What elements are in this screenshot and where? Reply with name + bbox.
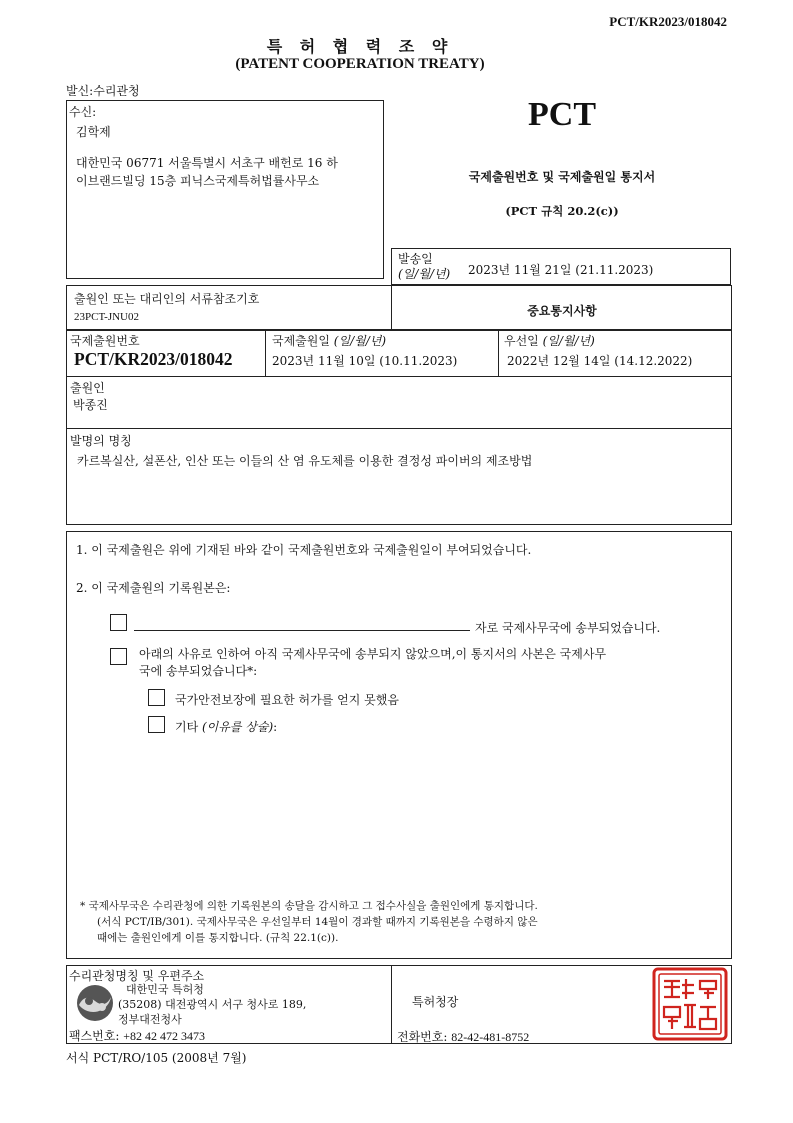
recipient-address-1: 대한민국 06771 서울특별시 서초구 배헌로 16 하 (76, 156, 338, 170)
recipient-name: 김학제 (76, 125, 111, 139)
footnote-line-1: * 국제사무국은 수리관청에 의한 기록원본의 송달을 감시하고 그 접수사실을 출원인에게 통지합니다. (80, 900, 538, 912)
kipo-emblem-icon (75, 983, 115, 1023)
office-label: 수리관청명칭 및 우편주소 (69, 969, 205, 983)
invention-label: 발명의 명칭 (70, 434, 132, 448)
applicant-row (66, 376, 732, 429)
priority-date-label: 우선일 (504, 334, 539, 348)
intl-app-no-label: 국제출원번호 (70, 334, 140, 348)
intl-filing-date-label: 국제출원일 (272, 334, 330, 348)
option-a-text: 자로 국제사무국에 송부되었습니다. (475, 621, 661, 635)
sub-option-2-prefix: 기타 (175, 720, 202, 734)
intl-filing-date-format: (일/월/년) (333, 334, 387, 348)
applicant-ref-value: 23PCT-JNU02 (74, 311, 139, 323)
item-1: 1. 이 국제출원은 위에 기재된 바와 같이 국제출원번호와 국제출원일이 부여되었습니다. (76, 543, 532, 557)
fax-number: +82 42 472 3473 (123, 1029, 206, 1043)
footnote (80, 898, 538, 946)
applicant-value: 박종진 (73, 398, 108, 412)
sub-option-1-text: 국가안전보장에 필요한 허가를 얻지 못했음 (175, 693, 399, 707)
divider (391, 966, 392, 1043)
office-address-2: 정부대전청사 (118, 1013, 182, 1026)
mailing-date-value: 2023년 11월 21일 (21.11.2023) (468, 263, 654, 277)
recipient-address-2: 이브랜드빌딩 15층 피닉스국제특허법률사무소 (76, 174, 320, 188)
office-address-1: (35208) 대전광역시 서구 청사로 189, (118, 998, 307, 1011)
reference-row (66, 285, 732, 330)
intl-app-no-value: PCT/KR2023/018042 (74, 349, 233, 369)
sub-option-2-checkbox[interactable] (148, 716, 165, 733)
title-english: (PATENT COOPERATION TREATY) (235, 56, 485, 72)
divider (265, 331, 266, 376)
officer-title: 특허청장 (412, 995, 459, 1009)
sub-option-1-checkbox[interactable] (148, 689, 165, 706)
office-name: 대한민국 특허청 (126, 983, 204, 996)
invention-value: 카르복실산, 설폰산, 인산 또는 이들의 산 염 유도체를 이용한 결정성 파이버의 제조방법 (77, 454, 533, 468)
phone-number: 82-42-481-8752 (451, 1030, 530, 1044)
mailing-date-label: 발송일 (398, 252, 433, 266)
document-reference: PCT/KR2023/018042 (609, 14, 727, 29)
mailing-date-box (391, 248, 731, 285)
option-b-checkbox[interactable] (110, 648, 127, 665)
recipient-label: 수신: (69, 105, 97, 119)
footnote-line-3: 때에는 출원인에게 이를 통지합니다. (규칙 22.1(c)). (97, 932, 339, 944)
footnote-line-2: (서식 PCT/IB/301). 국제사무국은 우선일부터 14월이 경과할 때까지 기록원본을 수령하지 않은 (97, 916, 538, 928)
fax-label: 팩스번호: (69, 1029, 120, 1043)
divider (498, 331, 499, 376)
sender-label: 발신:수리관청 (66, 84, 140, 98)
option-b-line-1: 아래의 사유로 인하여 아직 국제사무국에 송부되지 않았으며,이 통지서의 사본은 국제사무 (139, 647, 607, 661)
recipient-box (66, 100, 384, 279)
item-2: 2. 이 국제출원의 기록원본은: (76, 581, 231, 595)
applicant-label: 출원인 (70, 381, 105, 395)
form-id: 서식 PCT/RO/105 (2008년 7월) (66, 1051, 247, 1065)
office-box (66, 965, 732, 1044)
priority-date-value: 2022년 12월 14일 (14.12.2022) (507, 354, 693, 368)
applicant-ref-label: 출원인 또는 대리인의 서류참조기호 (74, 292, 260, 306)
important-notice: 중요통지사항 (527, 304, 597, 318)
mailing-date-format: (일/월/년) (398, 267, 451, 281)
option-b-line-2: 국에 송부되었습니다*: (139, 664, 258, 678)
sub-option-2-italic: (이유를 상술) (202, 720, 274, 734)
date-blank-line (134, 630, 470, 631)
invention-title-row (66, 428, 732, 525)
phone-label: 전화번호: (397, 1030, 448, 1044)
priority-date-format: (일/월/년) (542, 334, 595, 348)
rule-reference: (PCT 규칙 20.2(c)) (505, 204, 619, 218)
notice-body (66, 531, 732, 959)
option-a-checkbox[interactable] (110, 614, 127, 631)
application-number-row (66, 330, 732, 377)
sub-option-2-suffix: : (273, 720, 278, 734)
pct-heading: PCT (528, 96, 596, 133)
official-seal-stamp (652, 967, 728, 1041)
intl-filing-date-value: 2023년 11월 10일 (10.11.2023) (272, 354, 458, 368)
notice-title: 국제출원번호 및 국제출원일 통지서 (468, 170, 656, 184)
title-korean: 특 허 협 력 조 약 (266, 37, 454, 56)
